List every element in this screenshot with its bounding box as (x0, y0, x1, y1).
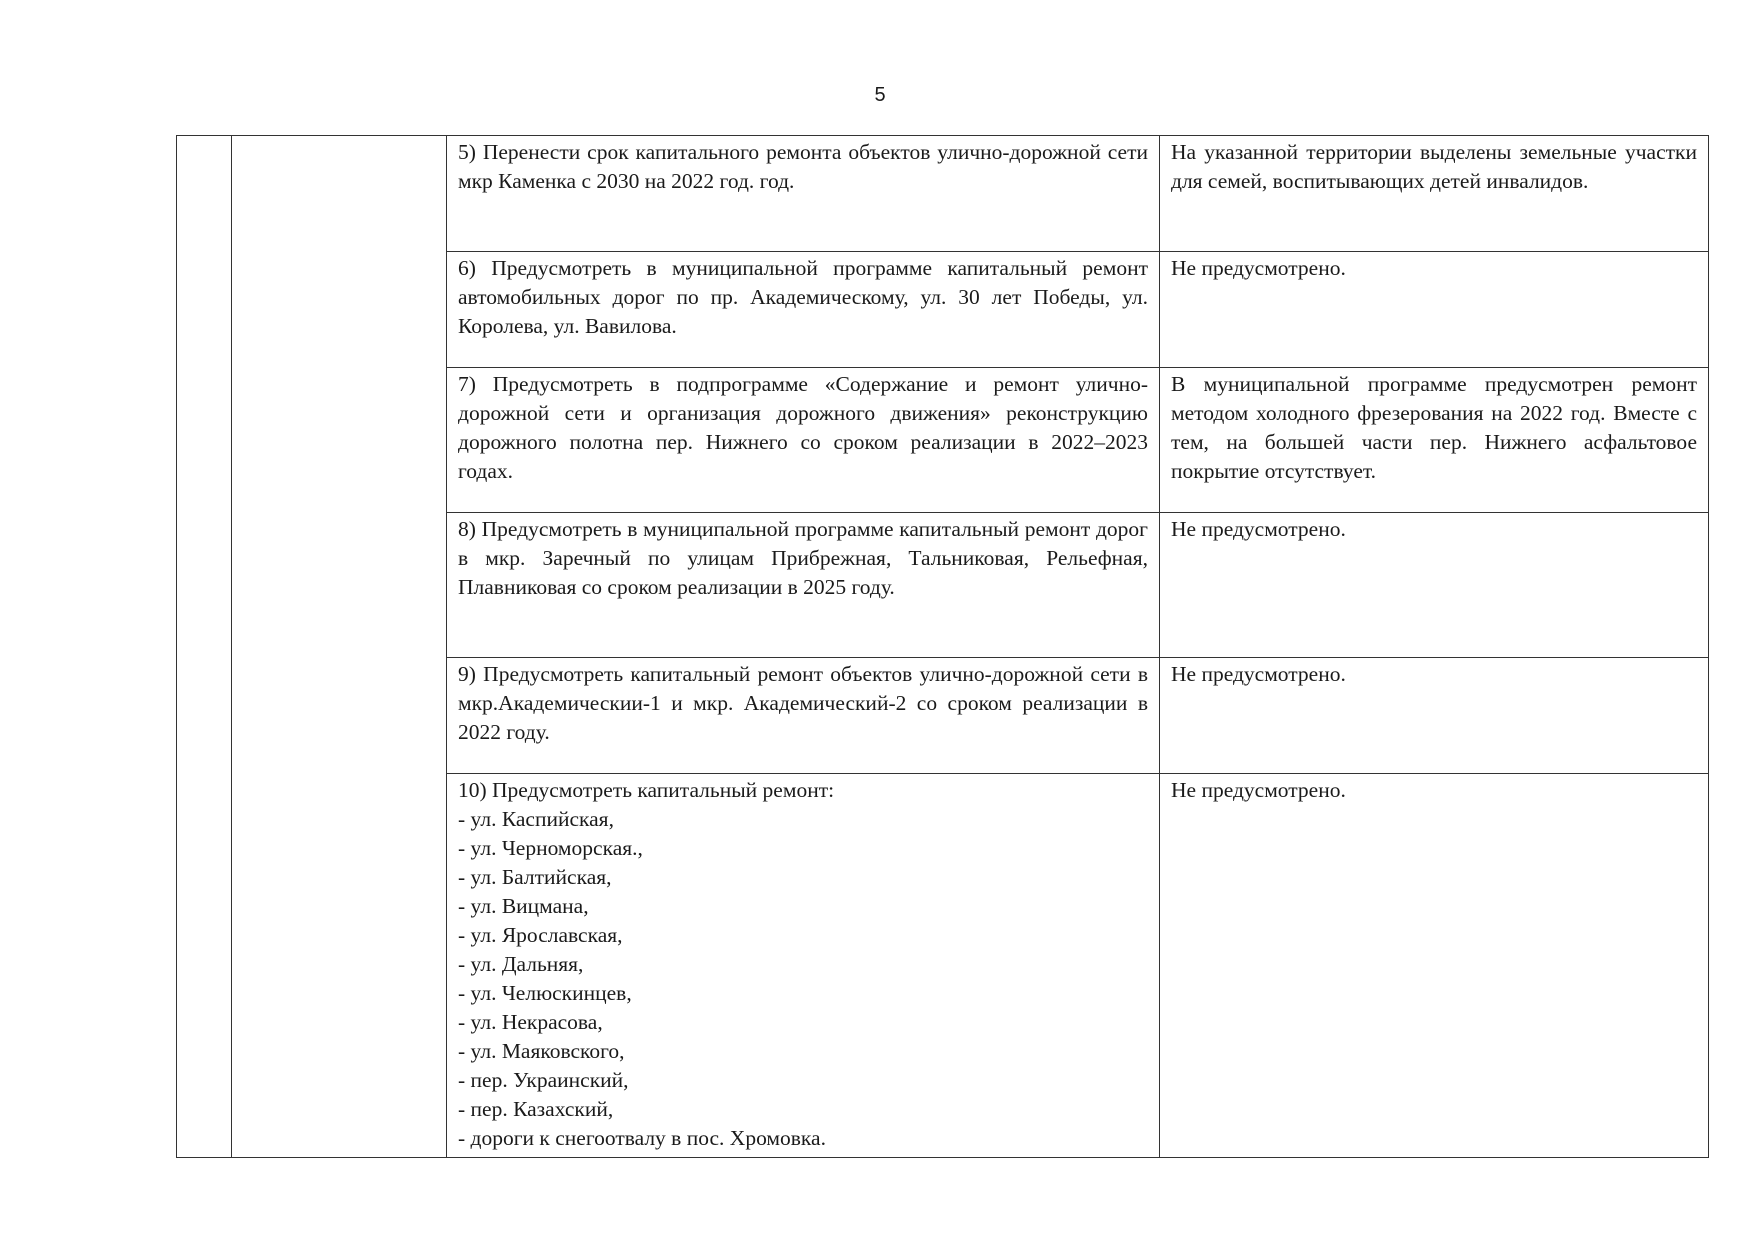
list-item: - ул. Некрасова, (458, 1010, 603, 1034)
list-heading: 10) Предусмотреть капитальный ремонт: (458, 778, 835, 802)
list-item: - ул. Челюскинцев, (458, 981, 632, 1005)
topic-column-cell (232, 136, 447, 1158)
list-item: - ул. Балтийская, (458, 865, 612, 889)
proposal-cell: 6) Предусмотреть в муниципальной программе капитальный ремонт автомобильных дорог по пр. Академическому, ул. 30 лет Победы, ул. Королева, ул. Вавилова. (447, 252, 1160, 368)
proposal-cell: 5) Перенести срок капитального ремонта объектов улично-дорожной сети мкр Каменка с 2030 на 2022 год. год. (447, 136, 1160, 252)
list-item: - пер. Казахский, (458, 1097, 614, 1121)
response-cell: Не предусмотрено. (1160, 252, 1709, 368)
list-item: - дороги к снегоотвалу в пос. Хромовка. (458, 1126, 826, 1150)
proposals-table (176, 135, 1709, 1158)
response-cell: Не предусмотрено. (1160, 513, 1709, 658)
response-cell: В муниципальной программе предусмотрен ремонт методом холодного фрезерования на 2022 год. Вместе с тем, на большей части пер. Нижнего асфальтовое покрытие отсутствует. (1160, 368, 1709, 513)
proposal-cell: 7) Предусмотреть в подпрограмме «Содержание и ремонт улично-дорожной сети и организация дорожного движения» реконструкцию дорожного полотна пер. Нижнего со сроком реализации в 2022–2023 годах. (447, 368, 1160, 513)
number-column-cell (177, 136, 232, 1158)
proposal-list-cell (447, 774, 1160, 1158)
response-cell: Не предусмотрено. (1160, 658, 1709, 774)
list-item: - ул. Каспийская, (458, 807, 614, 831)
response-cell: На указанной территории выделены земельные участки для семей, воспитывающих детей инвалидов. (1160, 136, 1709, 252)
response-cell: Не предусмотрено. (1160, 774, 1709, 1158)
proposal-cell: 9) Предусмотреть капитальный ремонт объектов улично-дорожной сети в мкр.Академическии-1 и мкр. Академический-2 со сроком реализации в 2022 году. (447, 658, 1160, 774)
list-item: - ул. Маяковского, (458, 1039, 625, 1063)
list-item: - ул. Дальняя, (458, 952, 584, 976)
proposal-cell: 8) Предусмотреть в муниципальной программе капитальный ремонт дорог в мкр. Заречный по улицам Прибрежная, Тальниковая, Рельефная, Плавниковая со сроком реализации в 2025 году. (447, 513, 1160, 658)
list-item: - ул. Ярославская, (458, 923, 623, 947)
list-item: - ул. Черноморская., (458, 836, 643, 860)
list-item: - ул. Вицмана, (458, 894, 589, 918)
list-item: - пер. Украинский, (458, 1068, 629, 1092)
table-row (177, 136, 1709, 252)
page-number: 5 (874, 84, 886, 106)
